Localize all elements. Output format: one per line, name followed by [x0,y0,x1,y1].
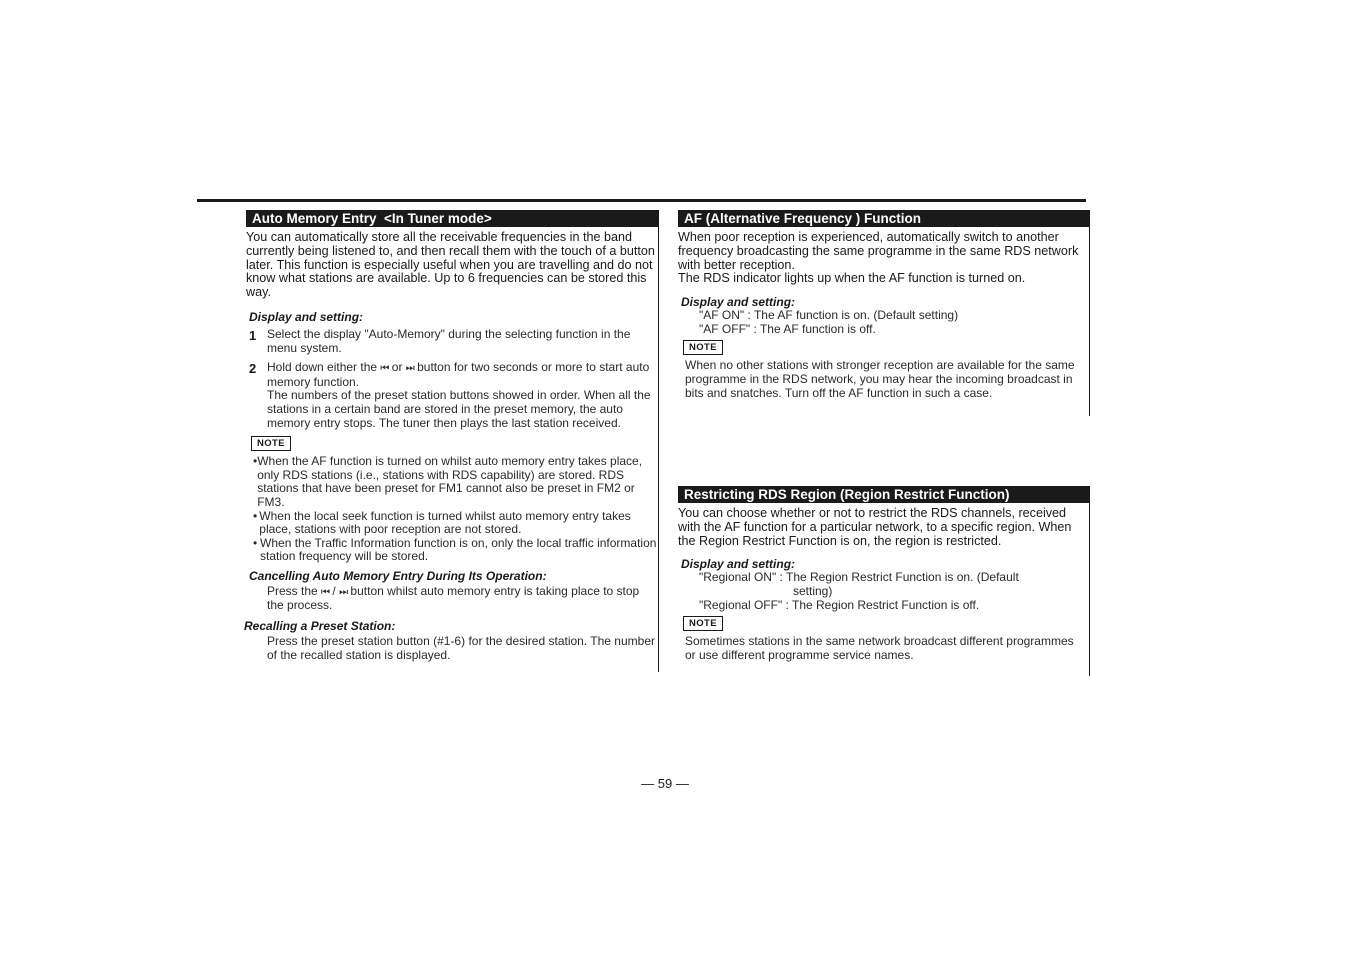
region-display-heading: Display and setting: [681,557,796,572]
note-text: When the Traffic Information function is on, only the local traffic information station frequency will be stored. [260,535,657,564]
cancel-text-part: Press the [267,583,318,598]
next-track-icon: ⏭ [339,586,348,598]
step-text-part: Hold down either the [267,360,378,375]
af-intro-rds: The RDS indicator lights up when the AF function is turned on. [678,271,1026,286]
cancel-heading: Cancelling Auto Memory Entry During Its Operation: [249,568,547,583]
af-display-heading: Display and setting: [681,295,796,310]
auto-memory-intro: You can automatically store all the receivable frequencies in the band currently being listened to, and then recall them with the touch of a button later. This function is especially useful when you are travelling and do not know what stations are available. Up to 6 frequencies can be stored this way. [246,230,655,300]
cancel-text [246,585,658,613]
step-1 [246,328,658,355]
region-note-text: Sometimes stations in the same network broadcast different programmes or use different programme service names. [685,634,1074,662]
page-number: — 59 — [641,776,689,791]
bullet-icon: • [253,535,258,550]
step-text: Select the display "Auto-Memory" during the selecting function in the menu system. [267,326,631,355]
cancel-text-part: button whilst auto memory entry is taking place to stop the process. [267,583,640,613]
region-section [678,486,1090,676]
region-intro: You can choose whether or not to restrict the RDS channels, received with the AF function for a particular network, to a specific region. When the Region Restrict Function is on, the region is restricted. [678,506,1072,548]
af-intro: When poor reception is experienced, automatically switch to another frequency broadcasting the same programme in the same RDS network with better reception. [678,230,1079,272]
af-option-on: "AF ON" : The AF function is on. (Default setting) [699,308,959,323]
cancel-separator: / [332,583,336,598]
previous-track-icon: ⏮ [380,363,389,375]
note-bullet [246,455,658,509]
note-badge: NOTE [251,436,291,451]
region-title: Restricting RDS Region (Region Restrict Function) [678,486,1089,503]
step-number: 1 [249,327,257,343]
display-setting-heading: Display and setting: [249,309,364,324]
next-track-icon: ⏭ [405,363,414,375]
region-option-off: "Regional OFF" : The Region Restrict Function is off. [699,597,980,612]
af-option-off: "AF OFF" : The AF function is off. [699,321,876,336]
recall-heading: Recalling a Preset Station: [244,619,396,634]
note-bullet [246,510,658,537]
recall-text: Press the preset station button (#1-6) for the desired station. The number of the recalled station is displayed. [267,634,655,662]
note-text: When the local seek function is turned whilst auto memory entry takes place, stations with poor reception are not stored. [259,508,631,537]
af-section [678,210,1090,416]
bullet-icon: • [253,454,258,469]
auto-memory-title: Auto Memory Entry <In Tuner mode> [246,210,658,227]
af-title: AF (Alternative Frequency ) Function [678,210,1089,227]
region-option-on: "Regional ON" : The Region Restrict Function is on. (Default [699,570,1019,585]
step-text [267,361,658,430]
step-text-part: or [391,360,403,375]
previous-track-icon: ⏮ [321,586,330,598]
step-text-detail: The numbers of the preset station buttons showed in order. When all the stations in a certain band are stored in the preset memory, the auto memory entry stops. The tuner then plays the last station received. [267,388,651,430]
top-rule [197,199,1086,202]
bullet-icon: • [253,508,258,523]
note-bullet [246,537,658,564]
note-badge: NOTE [683,340,723,355]
step-2 [246,361,658,430]
step-number: 2 [249,361,257,377]
step-text-part: button for two seconds or more to start auto memory function. [267,360,650,389]
auto-memory-section [246,210,659,672]
note-badge: NOTE [683,616,723,631]
af-note-text: When no other stations with stronger reception are available for the same programme in the RDS network, you may hear the incoming broadcast in bits and snatches. Turn off the AF function in such a case. [685,358,1075,400]
region-option-on-cont: setting) [793,583,833,598]
note-text: When the AF function is turned on whilst auto memory entry takes place, only RDS stations (i.e., stations with RDS capability) are stored. RDS stations that have been preset for FM1 cannot also be preset in FM2 or FM3. [257,454,643,509]
